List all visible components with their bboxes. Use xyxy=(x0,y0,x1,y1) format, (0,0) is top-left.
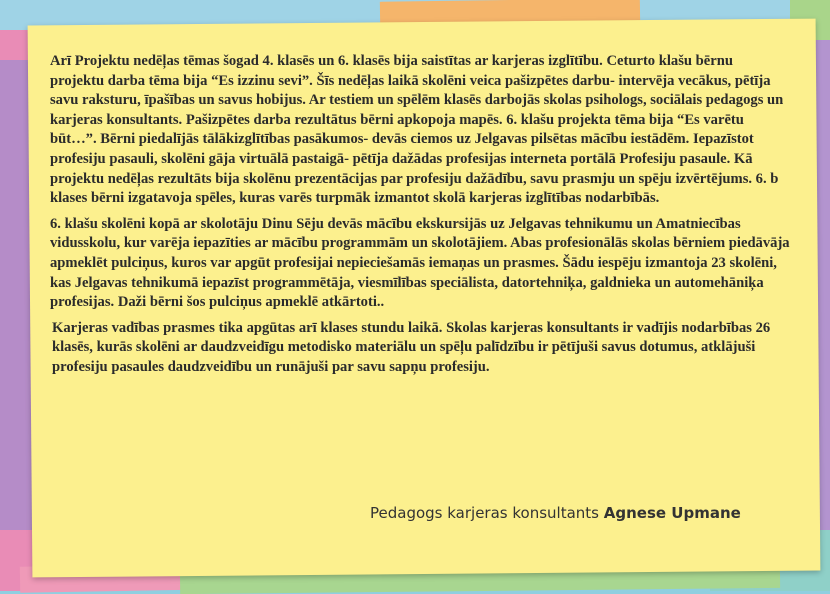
signature-role: Pedagogs karjeras konsultants xyxy=(370,504,599,522)
signature xyxy=(370,504,810,522)
signature-name: Agnese Upmane xyxy=(603,504,741,522)
article-paragraph-1: Arī Projektu nedēļas tēmas šogad 4. klasēs un 6. klasēs bija saistītas ar karjeras izglītību. Ceturto klašu bērnu projektu darba tēma bija “Es izzinu sevi”. Šīs nedēļas laikā skolēni veica pašizpētes darbu- intervēja vecākus, pētīja savu raksturu, īpašības un savus hobijus. Ar testiem un spēlēm klasēs darbojās skolas psihologs, sociālais pedagogs un karjeras konsultants. Pašizpētes darba rezultātus bērni apkopoja mapēs. 6. klašu projekta tēma bija “Es varētu būt…”. Bērni piedalījās tālākizglītības pasākumos- devās ciemos uz Jelgavas pilsētas mācību iestādēm. Iepazīstot profesiju pasauli, skolēni gāja virtuālā pastaigā- pētīja dažādas profesijas interneta portālā Profesiju pasaule. Kā projektu nedēļas rezultāts bija skolēnu prezentācijas par profesiju dažādību, savu prasmju un spēju izvērtējums. 6. b klases bērni izgatavoja spēles, kuras varēs turpmāk izmantot skolā karjeras izglītības nodarbībās. xyxy=(50,53,784,207)
article-paragraph-3: Karjeras vadības prasmes tika apgūtas arī klases stundu laikā. Skolas karjeras konsultants ir vadījis nodarbības 26 klasēs, kurās skolēni ar daudzveidīgu metodisko materiālu un spēļu palīdzību ir pētījuši savus dotumus, atklājuši profesiju pasaules daudzveidību un runājuši par savu sapņu profesiju. xyxy=(52,319,771,375)
article-paragraph-2: 6. klašu skolēni kopā ar skolotāju Dinu Sēju devās mācību ekskursijās uz Jelgavas tehnikumu un Amatniecības vidusskolu, kur varēja iepazīties ar mācību programmām un skolotājiem. Abas profesionālās skolas bērniem piedāvāja apmeklēt pulciņus, kuros var apgūt profesijai nepieciešamās iemaņas un prasmes. Šādu iespēju izmantoja 23 skolēni, kas Jelgavas tehnikumā iepazīst programmētāja, viesmīlības speciālista, datortehniķa, galdnieka un automehāniķa profesijas. Daži bērni šos pulciņus apmeklē atkārtoti.. xyxy=(50,215,790,311)
article-body xyxy=(50,52,790,384)
